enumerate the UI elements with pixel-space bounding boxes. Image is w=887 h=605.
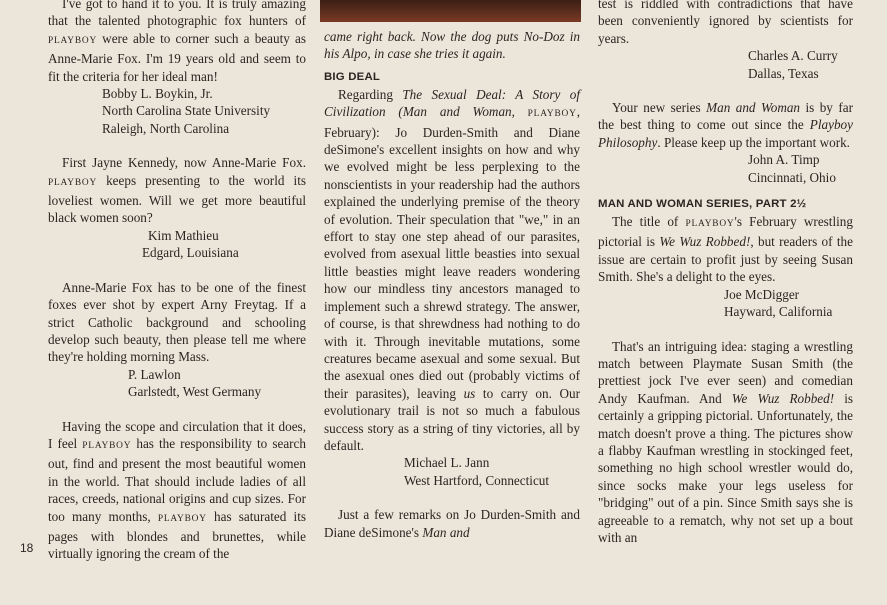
letter-body: Anne-Marie Fox has to be one of the finest foxes ever shot by expert Arny Freytag. If a strict Catholic background and schooling develop such beauty, then please tell me where they're holding morning Mass. <box>48 279 306 365</box>
photo-caption: came right back. Now the dog puts No-Doz in his Alpo, in case she tries it again. <box>324 29 580 62</box>
letter-body <box>48 418 306 563</box>
letter-text: is certainly a gripping pictorial. Unfortunately, the match doesn't prove a thing. The pictures show a flabby Kaufman wrestling in stockinged feet, something no high school wrestler would do, since socks make your legs useless for "bridging" out of a pin. Since Smith says she is agreeable to a rematch, why not set up a bout with an <box>598 390 853 545</box>
letter-body <box>48 154 306 227</box>
signature-name: Joe McDigger <box>724 286 800 302</box>
signature-place: Raleigh, North Carolina <box>102 120 230 136</box>
signature-name: Michael L. Jann <box>404 455 490 471</box>
letter-text: 's February wrestling pictorial is <box>598 214 853 250</box>
letter-text: Regarding <box>338 86 403 102</box>
page-number: 18 <box>20 541 34 555</box>
signature-place: Dallas, Texas <box>748 65 819 81</box>
letter-text: Having the scope and circulation that it does, I feel <box>48 418 306 451</box>
article-title: Man and <box>422 524 470 540</box>
letter-text: has saturated its pages with blondes and brunettes, while virtually ignoring the cream of the <box>48 508 306 562</box>
letter-text: First Jayne Kennedy, now Anne-Marie Fox. <box>62 155 306 171</box>
letter-body <box>598 213 853 286</box>
letter-text: has the responsibility to search out, find and present the most beautiful women in the world. That should include ladies of all races, creeds, national origins and cup sizes. For too many months, <box>48 435 307 524</box>
signature-name: P. Lawlon <box>128 366 181 382</box>
emphasis-text: us <box>463 385 476 401</box>
letter-text: The title of <box>612 214 686 230</box>
article-title: Playboy Philosophy <box>598 117 853 150</box>
letter-body <box>48 0 306 85</box>
signature-name: John A. Timp <box>748 152 820 168</box>
magazine-name: PLAYBOY <box>82 440 132 451</box>
magazine-name: PLAYBOY <box>157 513 207 524</box>
magazine-name: PLAYBOY <box>685 219 735 230</box>
signature-place: Cincinnati, Ohio <box>748 169 836 185</box>
letters-column-1 <box>48 0 306 563</box>
letter-body: test is riddled with contradictions that have been conveniently ignored by scientists for years. <box>598 0 853 46</box>
signature-name: Bobby L. Boykin, Jr. <box>102 86 213 102</box>
article-title: We Wuz Robbed! <box>731 390 835 406</box>
letter-text: is by far the best thing to come out since the <box>598 100 853 133</box>
letter-text: , February): Jo Durden-Smith and Diane deSimone's excellent insights on how and why we evolved might be less perplexing to the nonscientists in your readership had the authors explained the underlying premise of the theory of evolution. Their speculation that "we," in an effort to stay one step ahead of our parasites, evolved from asexual little beasties into sexual little beasties might leave readers wondering how our mindless tiny ancestors managed to implement such a shrewd strategy. The answer, of course, is that shrewdness had nothing to do with it. Through inevitable mutations, some creatures became asexual and some sexual. But the asexual ones died out (probably victims of their parasites), leaving <box>324 104 580 401</box>
letter-text: were able to corner such a beauty as Anne-Marie Fox. I'm 19 years old and seem to fit the criteria for her ideal man! <box>48 30 306 84</box>
signature-name: Charles A. Curry <box>748 48 838 64</box>
signature-place: Edgard, Louisiana <box>142 245 239 261</box>
letter-text: to carry on. Our evolutionary trail is not so much a fabulous success story as a string of tiny victories, all by default. <box>324 385 580 453</box>
section-headline: BIG DEAL <box>324 70 381 83</box>
signature-place: North Carolina State University <box>102 103 271 119</box>
letter-body <box>324 506 580 541</box>
article-title: Man and Woman <box>706 100 801 116</box>
letter-text: I've got to hand it to you. It is truly amazing that the talented photographic fox hunters of <box>48 0 306 29</box>
signature-place: West Hartford, Connecticut <box>404 472 550 488</box>
letter-text: . Please keep up the important work. <box>657 134 850 150</box>
article-title: We Wuz Robbed! <box>659 234 751 250</box>
signature-place: Hayward, California <box>724 304 833 320</box>
article-title: The Sexual Deal: A Story of Civilization (Man and Woman, <box>324 86 580 120</box>
signature-name: Kim Mathieu <box>148 227 219 243</box>
letters-column-2 <box>324 2 580 541</box>
letter-body <box>324 86 580 455</box>
letters-column-3 <box>598 0 853 546</box>
letter-body <box>598 338 853 547</box>
letter-body <box>598 99 853 151</box>
letter-text: That's an intriguing idea: staging a wrestling match between Playmate Susan Smith (the prettiest jock I've ever seen) and comedian Andy Kaufman. And <box>598 338 853 406</box>
magazine-name: PLAYBOY <box>514 109 577 120</box>
magazine-name: PLAYBOY <box>48 35 98 46</box>
signature-place: Garlstedt, West Germany <box>128 384 262 400</box>
letter-text: Your new series <box>612 100 707 116</box>
letter-text: keeps presenting to the world its loveliest women. Will we get more beautiful black women soon? <box>48 172 306 226</box>
letter-text: , but readers of the issue are certain to profit just by seeing Susan Smith. She's a delight to the eyes. <box>598 234 853 285</box>
letter-text: Just a few remarks on Jo Durden-Smith and Diane deSimone's <box>324 507 580 540</box>
section-headline: MAN AND WOMAN SERIES, PART 2½ <box>598 198 807 211</box>
magazine-name: PLAYBOY <box>48 177 98 188</box>
